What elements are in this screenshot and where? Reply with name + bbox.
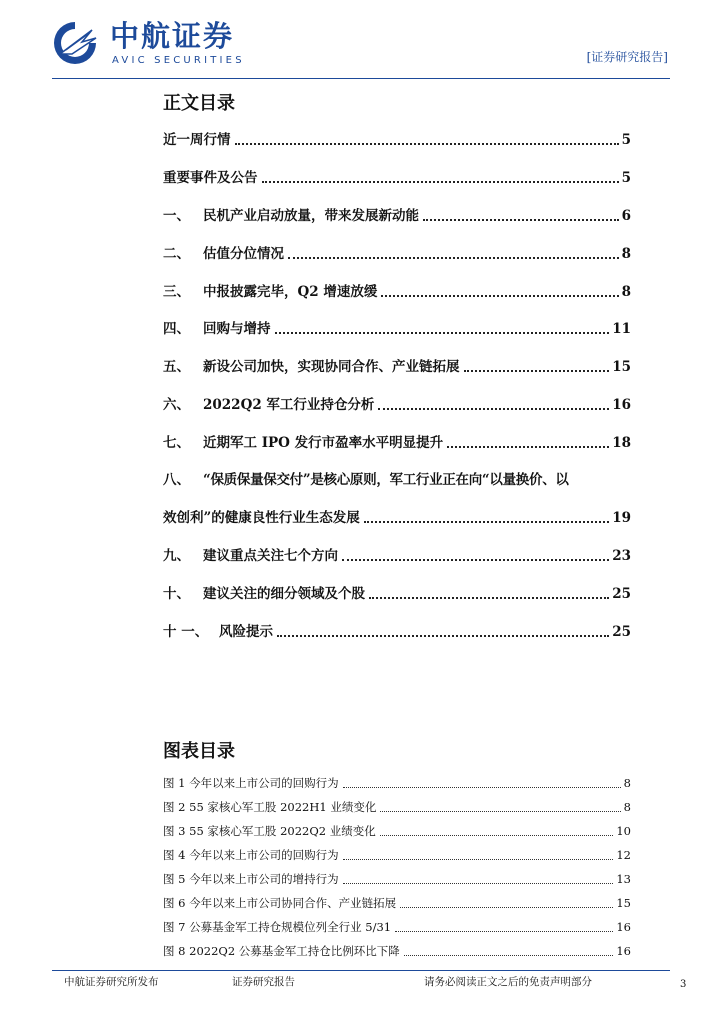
figure-entry-text: 图 6 今年以来上市公司协同合作、产业链拓展 [163,896,397,910]
page-number: 3 [680,979,687,990]
toc-entry[interactable] [163,168,631,188]
toc-entry-continuation[interactable] [163,508,631,528]
figure-entry-page: 12 [616,848,631,862]
dot-leader [380,835,614,836]
toc-entry-number: 十 一、 [163,624,209,640]
figure-entry[interactable] [163,846,631,864]
toc-entry[interactable] [163,357,631,377]
toc-entry-number: 二、 [163,246,190,262]
report-type-label: [证券研究报告] [586,50,668,64]
figure-entry[interactable] [163,822,631,840]
toc-entry-page: 25 [612,586,631,602]
toc-entry[interactable] [163,130,631,150]
dot-leader [381,295,618,297]
figure-entry-page: 16 [616,920,631,934]
toc-entry-page: 18 [612,435,631,451]
dot-leader [400,907,613,908]
dot-leader [447,446,609,448]
dot-leader [343,883,614,884]
toc-entry-page: 23 [612,548,631,564]
toc-entry-text: 中报披露完毕，Q2 增速放缓 [203,284,378,300]
toc-entry-page: 8 [621,246,631,262]
toc-entry-number: 四、 [163,321,190,337]
toc-entry[interactable] [163,282,631,302]
figure-entry-text: 图 5 今年以来上市公司的增持行为 [163,872,339,886]
page-header [0,0,724,82]
toc-entry-text: 建议关注的细分领域及个股 [203,586,365,602]
toc-entry-number: 五、 [163,359,190,375]
toc-entry-page: 5 [621,170,631,186]
dot-leader [380,811,620,812]
toc-entry-page: 6 [621,208,631,224]
toc-entry-number: 六、 [163,397,190,413]
dot-leader [404,955,614,956]
figure-entry-page: 10 [616,824,631,838]
dot-leader [378,408,609,410]
brand-name-en: AVIC SECURITIES [112,55,245,66]
dot-leader [395,931,613,932]
toc-entry[interactable] [163,206,631,226]
dot-leader [343,859,614,860]
toc-entry-number: 三、 [163,284,190,300]
toc-entry[interactable] [163,244,631,264]
toc-entry-page: 19 [612,510,631,526]
footer-report-type: 证券研究报告 [232,976,295,988]
toc-entry-text: 建议重点关注七个方向 [203,548,338,564]
figure-entry-text: 图 4 今年以来上市公司的回购行为 [163,848,339,862]
dot-leader [277,635,609,637]
header-divider [52,78,670,79]
figure-entry[interactable] [163,774,631,792]
figure-list-title: 图表目录 [163,741,235,762]
toc-entry-number: 十、 [163,586,190,602]
footer-publisher: 中航证券研究所发布 [64,976,159,988]
toc-entry-text: 估值分位情况 [203,246,284,262]
figure-entry-text: 图 3 55 家核心军工股 2022Q2 业绩变化 [163,824,376,838]
figure-entry[interactable] [163,918,631,936]
figure-entry[interactable] [163,798,631,816]
toc-entry-text: 重要事件及公告 [163,170,258,186]
figure-entry-text: 图 7 公募基金军工持仓规模位列全行业 5/31 [163,920,392,934]
toc-entry[interactable] [163,395,631,415]
toc-entry-page: 25 [612,624,631,640]
footer-disclaimer: 请务必阅读正文之后的免责声明部分 [424,976,592,988]
toc-entry-page: 8 [621,284,631,300]
dot-leader [369,597,609,599]
toc-entry[interactable] [163,584,631,604]
dot-leader [464,370,610,372]
toc-entry-text: 回购与增持 [203,321,271,337]
figure-entry-page: 16 [616,944,631,958]
toc-entry-text: 近期军工 IPO 发行市盈率水平明显提升 [203,435,444,451]
figure-entry-page: 15 [616,896,631,910]
figure-entry-page: 8 [623,800,631,814]
toc-entry-text: “保质保量保交付”是核心原则，军工行业正在向“以量换价、以 [203,472,569,488]
figure-entry-page: 8 [623,776,631,790]
toc-entry-text: 新设公司加快，实现协同合作、产业链拓展 [203,359,460,375]
footer-divider [52,970,670,971]
dot-leader [262,181,619,183]
figure-entry-text: 图 1 今年以来上市公司的回购行为 [163,776,339,790]
figure-entry[interactable] [163,870,631,888]
figure-entry-text: 图 2 55 家核心军工股 2022H1 业绩变化 [163,800,377,814]
toc-entry-page: 5 [621,132,631,148]
dot-leader [288,257,619,259]
figure-entry-text: 图 8 2022Q2 公募基金军工持仓比例环比下降 [163,944,400,958]
toc-entry-number: 九、 [163,548,190,564]
toc-entry-text: 近一周行情 [163,132,231,148]
toc-entry-text: 风险提示 [219,624,273,640]
dot-leader [275,332,610,334]
figure-entry[interactable] [163,894,631,912]
figure-entry-page: 13 [616,872,631,886]
dot-leader [364,521,609,523]
toc-entry-text: 民机产业启动放量，带来发展新动能 [203,208,419,224]
brand-name-cn: 中航证券 [110,19,235,53]
toc-entry-text: 2022Q2 军工行业持仓分析 [203,397,375,413]
toc-entry-page: 15 [612,359,631,375]
toc-entry[interactable] [163,433,631,453]
toc-entry-text: 效创利”的健康良性行业生态发展 [163,510,360,526]
dot-leader [343,787,621,788]
toc-entry-number: 一、 [163,208,190,224]
toc-entry-number: 七、 [163,435,190,451]
dot-leader [235,143,619,145]
toc-entry-page: 16 [612,397,631,413]
toc-entry-number: 八、 [163,472,190,488]
toc-entry-page: 11 [612,321,631,337]
toc-title: 正文目录 [163,93,235,114]
toc-entry[interactable] [163,546,631,566]
dot-leader [342,559,609,561]
toc-entry[interactable] [163,319,631,339]
avic-logo-icon [52,20,98,66]
toc-entry-first-line[interactable] [163,470,631,490]
figure-entry[interactable] [163,942,631,960]
toc-entry[interactable] [163,622,631,642]
dot-leader [423,219,619,221]
